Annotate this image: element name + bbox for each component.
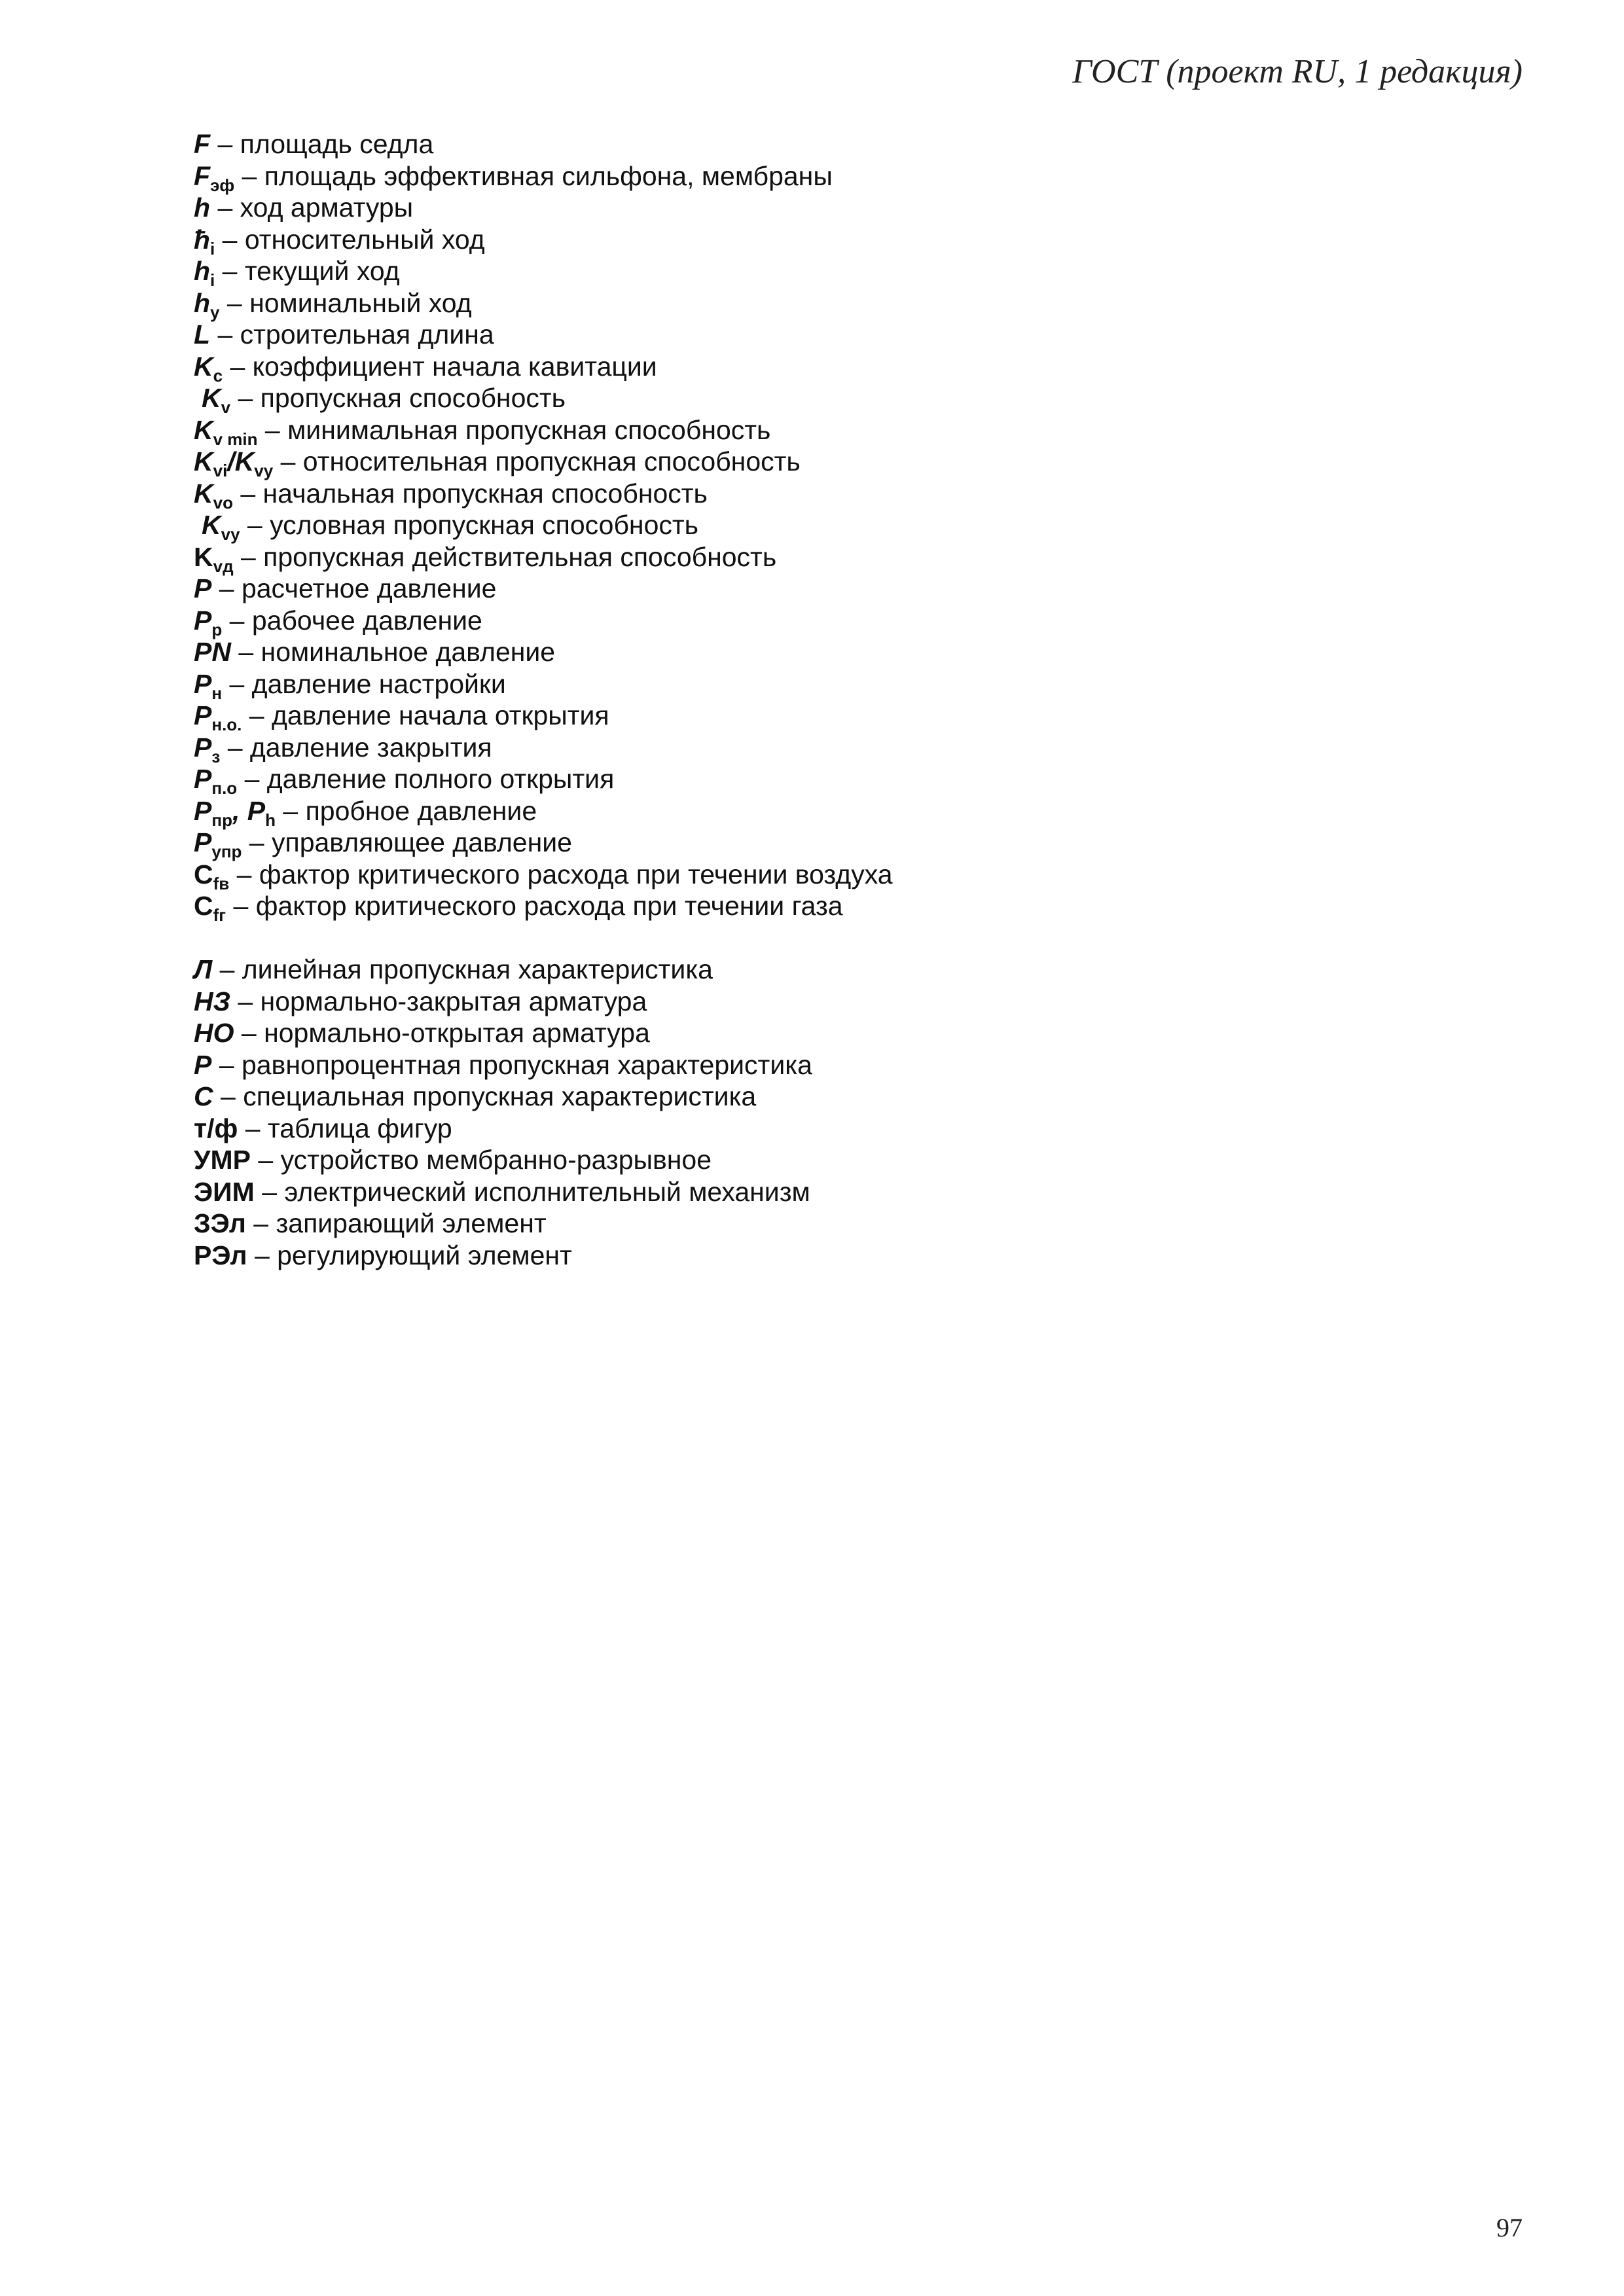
symbol-subscript: пр xyxy=(211,810,232,830)
symbol-subscript: p xyxy=(211,619,223,639)
definition: – рабочее давление xyxy=(222,605,482,636)
running-header: ГОСТ (проект RU, 1 редакция) xyxy=(1072,53,1523,90)
list-item xyxy=(194,700,1493,732)
list-item xyxy=(194,255,1493,290)
list-item xyxy=(194,319,1493,351)
list-item xyxy=(194,1049,1493,1081)
definition: – коэффициент начала кавитации xyxy=(223,351,657,382)
symbol: P xyxy=(194,795,212,826)
symbol: P xyxy=(194,573,212,603)
list-item xyxy=(194,1081,1493,1113)
abbreviation: ЗЭл xyxy=(194,1208,246,1238)
symbol-subscript: н xyxy=(211,683,223,703)
symbol-subscript: vo xyxy=(213,492,233,512)
definition: – номинальный ход xyxy=(219,287,472,318)
symbol: K xyxy=(202,383,221,413)
list-item xyxy=(194,1144,1493,1176)
list-item xyxy=(194,763,1493,798)
abbreviation: РЭл xyxy=(194,1240,247,1270)
definition: – давление закрытия xyxy=(220,732,492,762)
list-item xyxy=(194,1017,1493,1049)
definition: – таблица фигур xyxy=(238,1113,452,1143)
definition: – пропускная действительная способность xyxy=(233,541,777,572)
symbol-subscript: v min xyxy=(213,429,258,449)
definition: – фактор критического расхода при течении воздуха xyxy=(229,859,893,889)
symbol-subscript: i xyxy=(210,238,215,259)
symbol-subscript: vy xyxy=(254,461,274,480)
list-item xyxy=(194,1176,1493,1208)
definition: – нормально-открытая арматура xyxy=(234,1018,650,1048)
definition: – управляющее давление xyxy=(242,827,572,857)
symbol-subscript: fв xyxy=(213,873,230,893)
symbol-subscript: vy xyxy=(221,524,240,544)
list-item xyxy=(194,192,1493,224)
abbreviation: Л xyxy=(194,954,213,984)
abbreviation: НЗ xyxy=(194,986,230,1016)
symbol: P xyxy=(194,827,212,857)
symbol-subscript: упр xyxy=(211,842,242,861)
symbol: PN xyxy=(194,637,231,667)
definition: – относительная пропускная способность xyxy=(273,446,801,476)
definition: – нормально-закрытая арматура xyxy=(230,986,647,1016)
definition: – площадь эффективная сильфона, мембраны xyxy=(234,160,833,191)
definition: – запирающий элемент xyxy=(245,1208,547,1238)
symbol: F xyxy=(194,129,211,159)
symbol-subscript: v xyxy=(221,397,231,417)
list-item xyxy=(194,1113,1493,1145)
list-item xyxy=(194,160,1493,195)
abbreviation: т/ф xyxy=(194,1113,238,1143)
symbol: P xyxy=(194,668,212,699)
symbol: F xyxy=(194,160,211,191)
list-item xyxy=(194,509,1493,544)
symbol: P xyxy=(194,700,212,730)
symbol-subscript: п.о xyxy=(211,778,238,798)
list-item xyxy=(194,1208,1493,1240)
list-item xyxy=(194,573,1493,605)
list-item xyxy=(194,541,1493,576)
abbreviation: ЭИМ xyxy=(194,1176,255,1207)
list-item xyxy=(194,287,1493,322)
list-item xyxy=(194,636,1493,668)
definition: – линейная пропускная характеристика xyxy=(212,954,713,984)
symbol: h xyxy=(194,192,211,223)
definition: – условная пропускная способность xyxy=(240,510,699,540)
symbol: h xyxy=(194,256,211,286)
definition: – давление полного открытия xyxy=(237,764,615,794)
definition: – пропускная способность xyxy=(230,383,566,413)
symbol: K xyxy=(194,541,213,572)
definition: – номинальное давление xyxy=(230,637,556,667)
list-item xyxy=(194,986,1493,1018)
list-item xyxy=(194,478,1493,510)
definition: – специальная пропускная характеристика xyxy=(213,1081,757,1111)
definition: – текущий ход xyxy=(215,256,400,286)
list-item xyxy=(194,827,1493,859)
abbreviation: Р xyxy=(194,1049,212,1080)
abbreviation: УМР xyxy=(194,1145,251,1175)
list-item xyxy=(194,890,1493,925)
symbol-subscript: c xyxy=(213,365,223,386)
definition: – давление настройки xyxy=(222,668,506,699)
abbreviation: С xyxy=(194,1081,213,1111)
symbol-subscript: vд xyxy=(213,556,234,576)
symbol: , P xyxy=(232,795,266,826)
definition: – давление начала открытия xyxy=(242,700,609,730)
symbol: h xyxy=(194,287,211,318)
list-item xyxy=(194,732,1493,764)
symbol-subscript: н.о. xyxy=(211,715,242,734)
definition: – пробное давление xyxy=(275,795,537,826)
symbol: P xyxy=(194,732,212,762)
list-item xyxy=(194,128,1493,160)
symbol-subscript: у xyxy=(210,302,220,322)
page-number: 97 xyxy=(1496,2213,1523,2242)
definition: – устройство мембранно-разрывное xyxy=(251,1145,712,1175)
definition: – регулирующий элемент xyxy=(247,1240,572,1270)
symbol: K xyxy=(194,351,213,382)
symbol: /K xyxy=(227,446,255,476)
definition: – ход арматуры xyxy=(210,192,414,223)
list-item xyxy=(194,668,1493,703)
list-item xyxy=(194,414,1493,449)
symbol-subscript: эф xyxy=(210,175,235,195)
list-item xyxy=(194,1240,1493,1272)
symbol: ħ xyxy=(194,224,211,255)
definition: – электрический исполнительный механизм xyxy=(254,1176,810,1207)
symbol: L xyxy=(194,319,211,350)
definition: – строительная длина xyxy=(210,319,494,350)
symbol: K xyxy=(194,414,213,445)
symbol: P xyxy=(194,764,212,794)
list-item xyxy=(194,954,1493,986)
symbol: P xyxy=(194,605,212,636)
list-item xyxy=(194,859,1493,891)
symbol: K xyxy=(194,446,213,476)
symbol-subscript: i xyxy=(210,270,215,290)
symbol-subscript: fг xyxy=(213,905,226,925)
list-item xyxy=(194,224,1493,259)
symbols-list xyxy=(194,128,1493,1271)
list-item xyxy=(194,446,1493,478)
definition: – расчетное давление xyxy=(211,573,497,603)
definition: – фактор критического расхода при течении газа xyxy=(226,891,843,921)
definition: – минимальная пропускная способность xyxy=(257,414,771,445)
list-item xyxy=(194,605,1493,637)
list-item xyxy=(194,795,1493,830)
definition: – равнопроцентная пропускная характеристика xyxy=(211,1049,812,1080)
symbol: C xyxy=(194,859,213,889)
symbol: C xyxy=(194,891,213,921)
abbreviation: НО xyxy=(194,1018,234,1048)
symbol-subscript: vi xyxy=(213,461,228,480)
list-item xyxy=(194,382,1493,417)
symbol-subscript: h xyxy=(265,810,276,830)
definition: – относительный ход xyxy=(215,224,485,255)
symbol: K xyxy=(194,478,213,509)
definition: – начальная пропускная способность xyxy=(232,478,708,509)
symbol-subscript: з xyxy=(211,746,221,766)
list-item xyxy=(194,351,1493,386)
definition: – площадь седла xyxy=(210,129,434,159)
symbol: K xyxy=(202,510,221,540)
